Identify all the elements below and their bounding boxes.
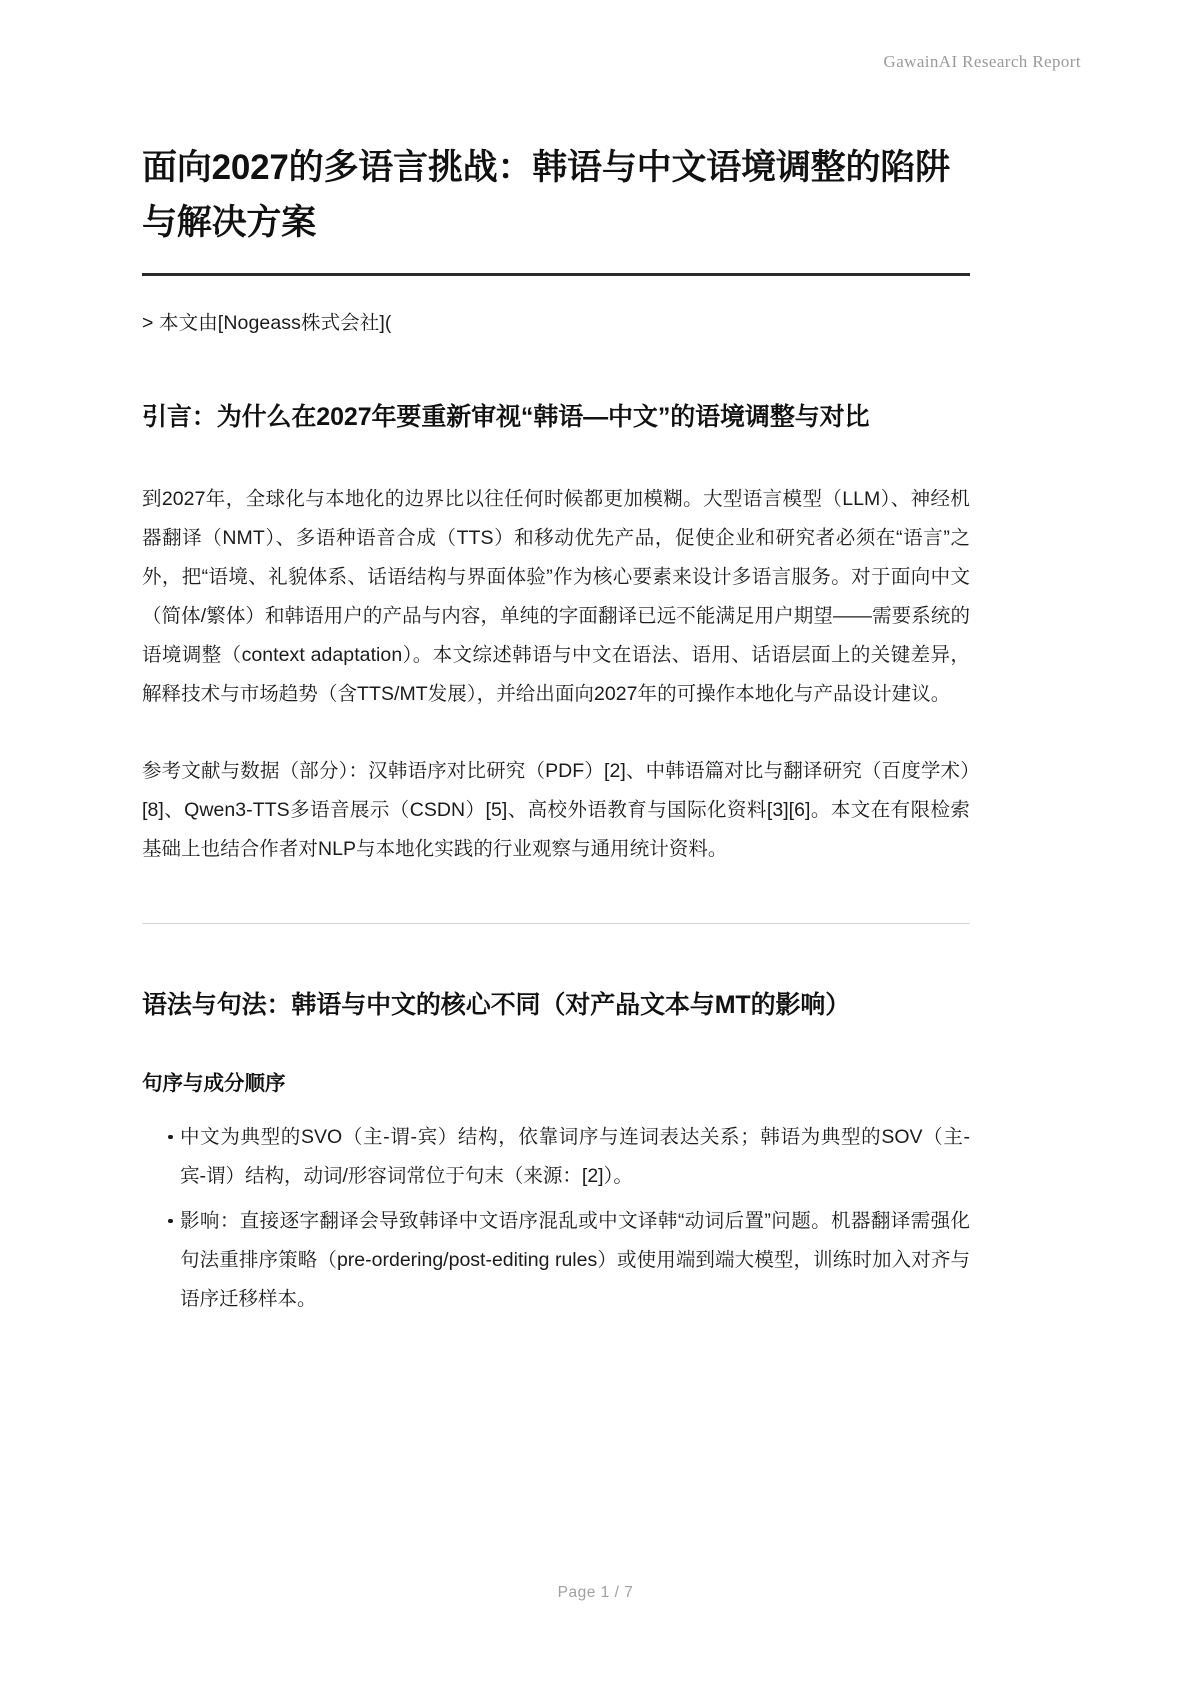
document-content [142, 140, 970, 1325]
section-divider [142, 923, 970, 924]
intro-paragraph-2: 参考文献与数据（部分）：汉韩语序对比研究（PDF）[2]、中韩语篇对比与翻译研究（百度学术）[8]、Qwen3-TTS多语音展示（CSDN）[5]、高校外语教育与国际化资料[3][6]。本文在有限检索基础上也结合作者对NLP与本地化实践的行业观察与通用统计资料。 [142, 760, 970, 861]
subsection-heading-word-order: 句序与成分顺序 [142, 1072, 286, 1096]
list-item: 影响：直接逐字翻译会导致韩译中文语序混乱或中文译韩“动词后置”问题。机器翻译需强化句法重排序策略（pre-ordering/post-editing rules）或使用端到端大模型，训练时加入对齐与语序迁移样本。 [168, 1202, 970, 1319]
title-divider [142, 273, 970, 276]
page-number-footer: Page 1 / 7 [557, 1584, 634, 1601]
running-header: GawainAI Research Report [883, 52, 1081, 71]
section-heading-introduction: 引言：为什么在2027年要重新审视“韩语—中文”的语境调整与对比 [142, 402, 870, 431]
section-heading-grammar: 语法与句法：韩语与中文的核心不同（对产品文本与MT的影响） [142, 991, 851, 1020]
page-title: 面向2027的多语言挑战：韩语与中文语境调整的陷阱与解决方案 [142, 148, 950, 243]
intro-paragraph-1: 到2027年，全球化与本地化的边界比以往任何时候都更加模糊。大型语言模型（LLM）、神经机器翻译（NMT）、多语种语音合成（TTS）和移动优先产品，促使企业和研究者必须在“语言”之外，把“语境、礼貌体系、话语结构与界面体验”作为核心要素来设计多语言服务。对于面向中文（简体/繁体）和韩语用户的产品与内容，单纯的字面翻译已远不能满足用户期望——需要系统的语境调整（context adaptation）。本文综述韩语与中文在语法、语用、话语层面上的关键差异，解释技术与市场趋势（含TTS/MT发展），并给出面向2027年的可操作本地化与产品设计建议。 [142, 488, 970, 706]
byline-blockquote: > 本文由[Nogeass株式会社]( [142, 311, 392, 334]
list-item: 中文为典型的SVO（主-谓-宾）结构，依靠词序与连词表达关系；韩语为典型的SOV（主-宾-谓）结构，动词/形容词常位于句末（来源：[2]）。 [168, 1118, 970, 1196]
word-order-bullet-list [142, 1118, 970, 1319]
